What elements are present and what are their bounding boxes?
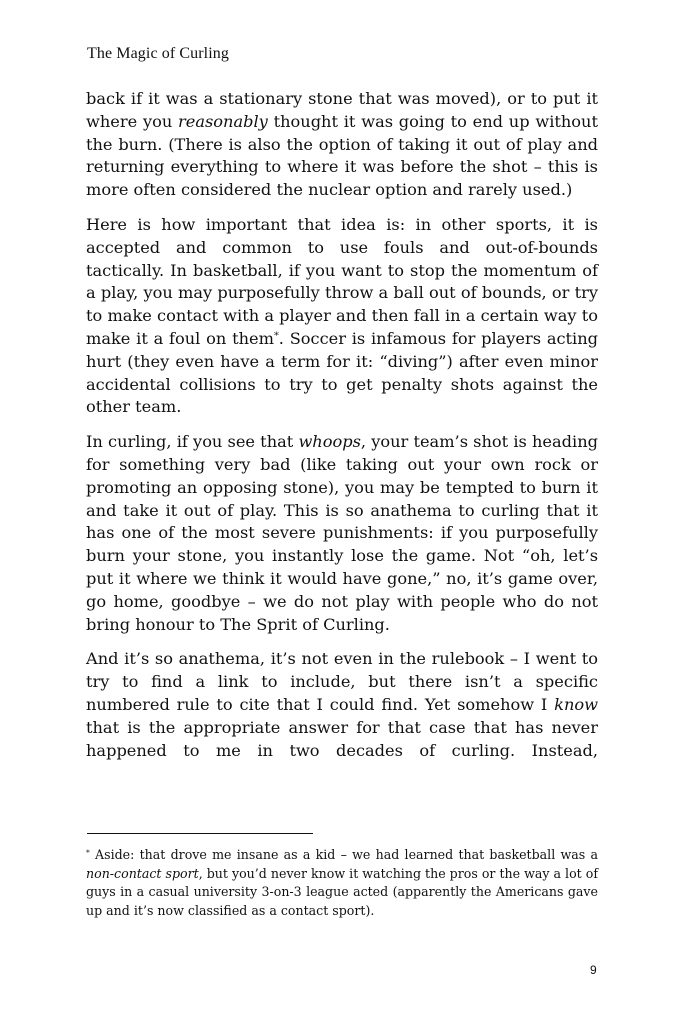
paragraph-3-text-b: , your team’s shot is heading for something very bad (like taking out your own rock or promoting an opposing stone), you may be tempted to burn it and take it out of play. This is so anathema to curling that it has one of the most severe punishments: if you purposefully burn your stone, you instantly lose the game. Not “oh, let’s put it where we think it would have gone,” no, it’s game over, go home, goodbye – we do not play with people who do not bring honour to The Sprit of Curling. — [86, 432, 598, 634]
footnote-text-b: , but you’d never know it watching the pros or the way a lot of guys in a casual university 3-on-3 league acted (apparently the Americans gave up and it’s now classified as a contact sport). — [86, 865, 598, 918]
footnote-divider — [87, 833, 313, 834]
running-head: The Magic of Curling — [87, 45, 229, 62]
paragraph-4 — [86, 648, 598, 762]
paragraph-2-text-b: . Soccer is infamous for players acting hurt (they even have a term for it: “diving”) after even minor accidental collisions to try to get penalty shots against the other team. — [86, 328, 599, 417]
paragraph-4-text-a: And it’s so anathema, it’s not even in the rulebook – I went to try to find a link to include, but there isn’t a specific numbered rule to cite that I could find. Yet somehow I — [86, 649, 598, 714]
paragraph-1-emphasis: reasonably — [178, 111, 268, 131]
footnote-marker: * — [86, 847, 90, 857]
paragraph-1-text-a: back if it was a stationary stone that was moved), or to put it where you — [86, 89, 598, 131]
paragraph-3-emphasis: whoops — [298, 432, 361, 452]
paragraph-1-text-b: thought it was going to end up without the burn. (There is also the option of taking it out of play and returning everything to where it was before the shot – this is more often considered the nuclear option and rarely used.) — [86, 111, 598, 200]
footnote — [86, 846, 598, 920]
footnote-reference: * — [273, 330, 279, 342]
paragraph-3-text-a: In curling, if you see that — [86, 432, 299, 452]
paragraph-2 — [86, 214, 598, 419]
footnote-emphasis: non-contact sport — [86, 865, 199, 881]
paragraph-2-text-a: Here is how important that idea is: in other sports, it is accepted and common to use fouls and out-of-bounds tactically. In basketball, if you want to stop the momentum of a play, you may purposefully throw a ball out of bounds, or try to make contact with a player and then fall in a certain way to make it a foul on them — [86, 214, 598, 348]
page-number: 9 — [590, 963, 597, 977]
footnote-text-a: Aside: that drove me insane as a kid – we had learned that basketball was a — [89, 847, 598, 862]
paragraph-1 — [86, 88, 598, 202]
paragraph-4-text-b: that is the appropriate answer for that case that has never happened to me in two decades of curling. Instead, — [86, 717, 598, 760]
body-text — [86, 88, 598, 774]
paragraph-4-emphasis: know — [554, 694, 598, 714]
paragraph-3 — [86, 431, 598, 636]
